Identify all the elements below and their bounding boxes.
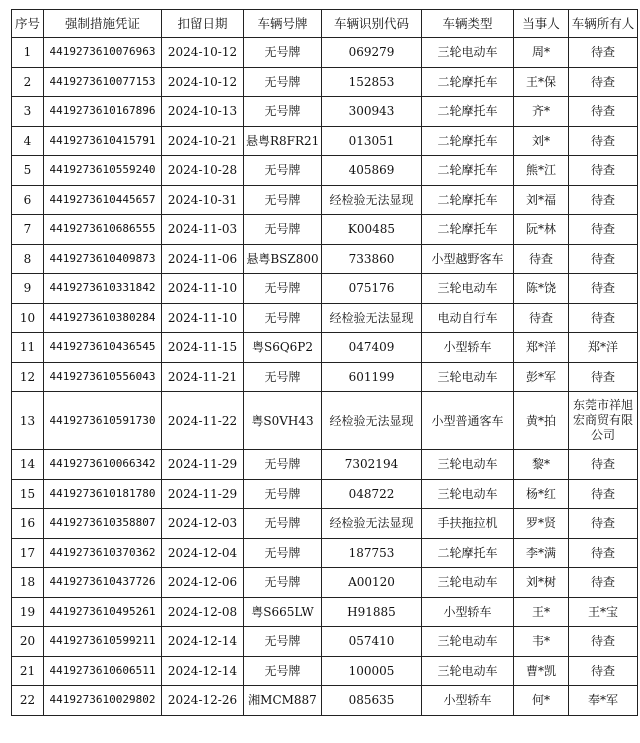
- cell-enforcement-voucher: 4419273610436545: [44, 333, 162, 363]
- cell-enforcement-voucher: 4419273610556043: [44, 362, 162, 392]
- cell-enforcement-voucher: 4419273610066342: [44, 450, 162, 480]
- cell-enforcement-voucher: 4419273610599211: [44, 627, 162, 657]
- cell-detention-date: 2024-11-29: [162, 450, 244, 480]
- cell-enforcement-voucher: 4419273610380284: [44, 303, 162, 333]
- cell-vehicle-type: 三轮电动车: [422, 479, 514, 509]
- cell-license-plate: 粤S665LW: [244, 597, 322, 627]
- cell-enforcement-voucher: 4419273610686555: [44, 215, 162, 245]
- cell-vehicle-owner: 待查: [569, 303, 638, 333]
- cell-detention-date: 2024-11-10: [162, 274, 244, 304]
- cell-vehicle-owner: 待查: [569, 274, 638, 304]
- cell-detention-date: 2024-10-12: [162, 38, 244, 68]
- cell-enforcement-voucher: 4419273610358807: [44, 509, 162, 539]
- cell-party: 王*: [514, 597, 569, 627]
- cell-vehicle-type: 小型轿车: [422, 686, 514, 716]
- cell-vin-code: 733860: [322, 244, 422, 274]
- cell-vehicle-owner: 待查: [569, 479, 638, 509]
- table-body: [12, 38, 638, 716]
- cell-vehicle-owner: 待查: [569, 67, 638, 97]
- cell-party: 曹*凯: [514, 656, 569, 686]
- table-row: [12, 538, 638, 568]
- cell-license-plate: 无号牌: [244, 538, 322, 568]
- cell-vehicle-type: 二轮摩托车: [422, 538, 514, 568]
- cell-license-plate: 粤S6Q6P2: [244, 333, 322, 363]
- column-header-vin-code: 车辆识别代码: [322, 10, 422, 38]
- cell-enforcement-voucher: 4419273610415791: [44, 126, 162, 156]
- cell-row-number: 6: [12, 185, 44, 215]
- cell-license-plate: 悬粤R8FR21: [244, 126, 322, 156]
- table-row: [12, 656, 638, 686]
- cell-party: 待查: [514, 244, 569, 274]
- cell-vin-code: 069279: [322, 38, 422, 68]
- cell-vin-code: 048722: [322, 479, 422, 509]
- cell-license-plate: 无号牌: [244, 627, 322, 657]
- cell-detention-date: 2024-10-12: [162, 67, 244, 97]
- cell-row-number: 2: [12, 67, 44, 97]
- cell-enforcement-voucher: 4419273610331842: [44, 274, 162, 304]
- cell-party: 黄*拍: [514, 392, 569, 450]
- table-row: [12, 156, 638, 186]
- cell-enforcement-voucher: 4419273610445657: [44, 185, 162, 215]
- cell-row-number: 1: [12, 38, 44, 68]
- table-row: [12, 38, 638, 68]
- cell-license-plate: 湘MCM887: [244, 686, 322, 716]
- cell-vehicle-type: 三轮电动车: [422, 627, 514, 657]
- cell-vehicle-type: 二轮摩托车: [422, 185, 514, 215]
- cell-enforcement-voucher: 4419273610077153: [44, 67, 162, 97]
- cell-enforcement-voucher: 4419273610409873: [44, 244, 162, 274]
- cell-row-number: 16: [12, 509, 44, 539]
- cell-vehicle-type: 电动自行车: [422, 303, 514, 333]
- cell-vin-code: 085635: [322, 686, 422, 716]
- column-header-license-plate: 车辆号牌: [244, 10, 322, 38]
- cell-detention-date: 2024-10-31: [162, 185, 244, 215]
- table-row: [12, 509, 638, 539]
- cell-row-number: 3: [12, 97, 44, 127]
- cell-party: 杨*红: [514, 479, 569, 509]
- cell-vin-code: 075176: [322, 274, 422, 304]
- table-row: [12, 97, 638, 127]
- cell-party: 熊*江: [514, 156, 569, 186]
- cell-row-number: 5: [12, 156, 44, 186]
- cell-vehicle-owner: 待查: [569, 126, 638, 156]
- cell-party: 韦*: [514, 627, 569, 657]
- table-row: [12, 568, 638, 598]
- cell-party: 彭*军: [514, 362, 569, 392]
- cell-license-plate: 无号牌: [244, 656, 322, 686]
- cell-vin-code: A00120: [322, 568, 422, 598]
- cell-vin-code: 057410: [322, 627, 422, 657]
- cell-party: 黎*: [514, 450, 569, 480]
- cell-vehicle-owner: 待查: [569, 509, 638, 539]
- cell-vin-code: H91885: [322, 597, 422, 627]
- cell-detention-date: 2024-12-04: [162, 538, 244, 568]
- cell-vin-code: K00485: [322, 215, 422, 245]
- cell-detention-date: 2024-11-29: [162, 479, 244, 509]
- cell-vehicle-owner: 待查: [569, 156, 638, 186]
- cell-vehicle-type: 二轮摩托车: [422, 67, 514, 97]
- cell-vin-code: 经检验无法显现: [322, 303, 422, 333]
- cell-vehicle-owner: 待查: [569, 538, 638, 568]
- cell-vehicle-type: 三轮电动车: [422, 38, 514, 68]
- table-row: [12, 244, 638, 274]
- cell-detention-date: 2024-11-21: [162, 362, 244, 392]
- cell-license-plate: 粤S0VH43: [244, 392, 322, 450]
- cell-detention-date: 2024-12-14: [162, 627, 244, 657]
- column-header-vehicle-owner: 车辆所有人: [569, 10, 638, 38]
- cell-vin-code: 601199: [322, 362, 422, 392]
- cell-vehicle-owner: 待查: [569, 627, 638, 657]
- cell-vehicle-type: 二轮摩托车: [422, 215, 514, 245]
- cell-party: 何*: [514, 686, 569, 716]
- cell-detention-date: 2024-12-03: [162, 509, 244, 539]
- cell-vin-code: 经检验无法显现: [322, 392, 422, 450]
- cell-vehicle-owner: 郑*洋: [569, 333, 638, 363]
- cell-vehicle-type: 二轮摩托车: [422, 126, 514, 156]
- cell-vehicle-owner: 待查: [569, 568, 638, 598]
- cell-vehicle-type: 小型越野客车: [422, 244, 514, 274]
- cell-vehicle-owner: 待查: [569, 450, 638, 480]
- cell-vehicle-owner: 待查: [569, 38, 638, 68]
- table-row: [12, 392, 638, 450]
- cell-party: 齐*: [514, 97, 569, 127]
- cell-vehicle-type: 小型普通客车: [422, 392, 514, 450]
- cell-detention-date: 2024-12-08: [162, 597, 244, 627]
- cell-detention-date: 2024-11-06: [162, 244, 244, 274]
- cell-enforcement-voucher: 4419273610029802: [44, 686, 162, 716]
- cell-row-number: 13: [12, 392, 44, 450]
- cell-license-plate: 无号牌: [244, 450, 322, 480]
- cell-row-number: 22: [12, 686, 44, 716]
- cell-detention-date: 2024-11-15: [162, 333, 244, 363]
- column-header-vehicle-type: 车辆类型: [422, 10, 514, 38]
- cell-row-number: 15: [12, 479, 44, 509]
- cell-vin-code: 300943: [322, 97, 422, 127]
- cell-vin-code: 187753: [322, 538, 422, 568]
- cell-row-number: 8: [12, 244, 44, 274]
- cell-vehicle-owner: 待查: [569, 97, 638, 127]
- table-row: [12, 67, 638, 97]
- cell-vehicle-type: 小型轿车: [422, 597, 514, 627]
- cell-detention-date: 2024-12-06: [162, 568, 244, 598]
- table-row: [12, 479, 638, 509]
- column-header-enforcement-voucher: 强制措施凭证: [44, 10, 162, 38]
- cell-party: 刘*: [514, 126, 569, 156]
- vehicle-detention-table: [11, 9, 638, 716]
- cell-row-number: 18: [12, 568, 44, 598]
- cell-license-plate: 无号牌: [244, 274, 322, 304]
- table-row: [12, 362, 638, 392]
- table-row: [12, 274, 638, 304]
- cell-vehicle-type: 三轮电动车: [422, 656, 514, 686]
- cell-license-plate: 无号牌: [244, 568, 322, 598]
- table-row: [12, 126, 638, 156]
- cell-party: 刘*福: [514, 185, 569, 215]
- cell-enforcement-voucher: 4419273610495261: [44, 597, 162, 627]
- cell-vehicle-type: 三轮电动车: [422, 450, 514, 480]
- cell-license-plate: 悬粤BSZ800: [244, 244, 322, 274]
- cell-row-number: 12: [12, 362, 44, 392]
- cell-vehicle-owner: 王*宝: [569, 597, 638, 627]
- cell-row-number: 9: [12, 274, 44, 304]
- cell-vehicle-type: 二轮摩托车: [422, 97, 514, 127]
- cell-license-plate: 无号牌: [244, 38, 322, 68]
- cell-party: 待查: [514, 303, 569, 333]
- table-row: [12, 333, 638, 363]
- cell-vin-code: 405869: [322, 156, 422, 186]
- cell-vehicle-owner: 待查: [569, 656, 638, 686]
- cell-row-number: 19: [12, 597, 44, 627]
- cell-vin-code: 152853: [322, 67, 422, 97]
- cell-party: 周*: [514, 38, 569, 68]
- cell-detention-date: 2024-10-21: [162, 126, 244, 156]
- cell-party: 阮*林: [514, 215, 569, 245]
- column-header-party: 当事人: [514, 10, 569, 38]
- cell-license-plate: 无号牌: [244, 362, 322, 392]
- cell-vin-code: 047409: [322, 333, 422, 363]
- cell-party: 陈*饶: [514, 274, 569, 304]
- cell-vehicle-owner: 奉*军: [569, 686, 638, 716]
- cell-enforcement-voucher: 4419273610559240: [44, 156, 162, 186]
- cell-license-plate: 无号牌: [244, 156, 322, 186]
- cell-enforcement-voucher: 4419273610167896: [44, 97, 162, 127]
- cell-vin-code: 013051: [322, 126, 422, 156]
- cell-enforcement-voucher: 4419273610181780: [44, 479, 162, 509]
- table-row: [12, 215, 638, 245]
- cell-row-number: 14: [12, 450, 44, 480]
- table-row: [12, 450, 638, 480]
- cell-row-number: 4: [12, 126, 44, 156]
- table-row: [12, 686, 638, 716]
- cell-enforcement-voucher: 4419273610076963: [44, 38, 162, 68]
- table-row: [12, 185, 638, 215]
- column-header-detention-date: 扣留日期: [162, 10, 244, 38]
- cell-vehicle-owner: 东莞市祥旭宏商贸有限公司: [569, 392, 638, 450]
- table-row: [12, 597, 638, 627]
- column-header-row-number: 序号: [12, 10, 44, 38]
- cell-row-number: 10: [12, 303, 44, 333]
- table-row: [12, 627, 638, 657]
- cell-vehicle-type: 小型轿车: [422, 333, 514, 363]
- cell-party: 李*满: [514, 538, 569, 568]
- cell-row-number: 7: [12, 215, 44, 245]
- cell-vehicle-type: 三轮电动车: [422, 362, 514, 392]
- cell-party: 刘*树: [514, 568, 569, 598]
- cell-vin-code: 7302194: [322, 450, 422, 480]
- cell-enforcement-voucher: 4419273610591730: [44, 392, 162, 450]
- cell-vin-code: 经检验无法显现: [322, 509, 422, 539]
- cell-enforcement-voucher: 4419273610370362: [44, 538, 162, 568]
- cell-party: 罗*贤: [514, 509, 569, 539]
- cell-detention-date: 2024-11-10: [162, 303, 244, 333]
- cell-detention-date: 2024-11-22: [162, 392, 244, 450]
- cell-detention-date: 2024-12-14: [162, 656, 244, 686]
- cell-license-plate: 无号牌: [244, 67, 322, 97]
- cell-vehicle-type: 三轮电动车: [422, 274, 514, 304]
- cell-vehicle-owner: 待查: [569, 362, 638, 392]
- cell-enforcement-voucher: 4419273610437726: [44, 568, 162, 598]
- cell-vehicle-type: 二轮摩托车: [422, 156, 514, 186]
- cell-license-plate: 无号牌: [244, 215, 322, 245]
- cell-row-number: 20: [12, 627, 44, 657]
- cell-party: 王*保: [514, 67, 569, 97]
- cell-vin-code: 经检验无法显现: [322, 185, 422, 215]
- header-row: [12, 10, 638, 38]
- cell-detention-date: 2024-10-13: [162, 97, 244, 127]
- cell-vin-code: 100005: [322, 656, 422, 686]
- cell-vehicle-owner: 待查: [569, 215, 638, 245]
- cell-license-plate: 无号牌: [244, 97, 322, 127]
- cell-row-number: 21: [12, 656, 44, 686]
- cell-row-number: 17: [12, 538, 44, 568]
- cell-detention-date: 2024-11-03: [162, 215, 244, 245]
- cell-license-plate: 无号牌: [244, 509, 322, 539]
- cell-license-plate: 无号牌: [244, 479, 322, 509]
- cell-enforcement-voucher: 4419273610606511: [44, 656, 162, 686]
- cell-detention-date: 2024-12-26: [162, 686, 244, 716]
- table-row: [12, 303, 638, 333]
- cell-license-plate: 无号牌: [244, 303, 322, 333]
- cell-vehicle-type: 手扶拖拉机: [422, 509, 514, 539]
- cell-detention-date: 2024-10-28: [162, 156, 244, 186]
- cell-vehicle-owner: 待查: [569, 244, 638, 274]
- cell-license-plate: 无号牌: [244, 185, 322, 215]
- cell-vehicle-owner: 待查: [569, 185, 638, 215]
- cell-vehicle-type: 三轮电动车: [422, 568, 514, 598]
- cell-row-number: 11: [12, 333, 44, 363]
- cell-party: 郑*洋: [514, 333, 569, 363]
